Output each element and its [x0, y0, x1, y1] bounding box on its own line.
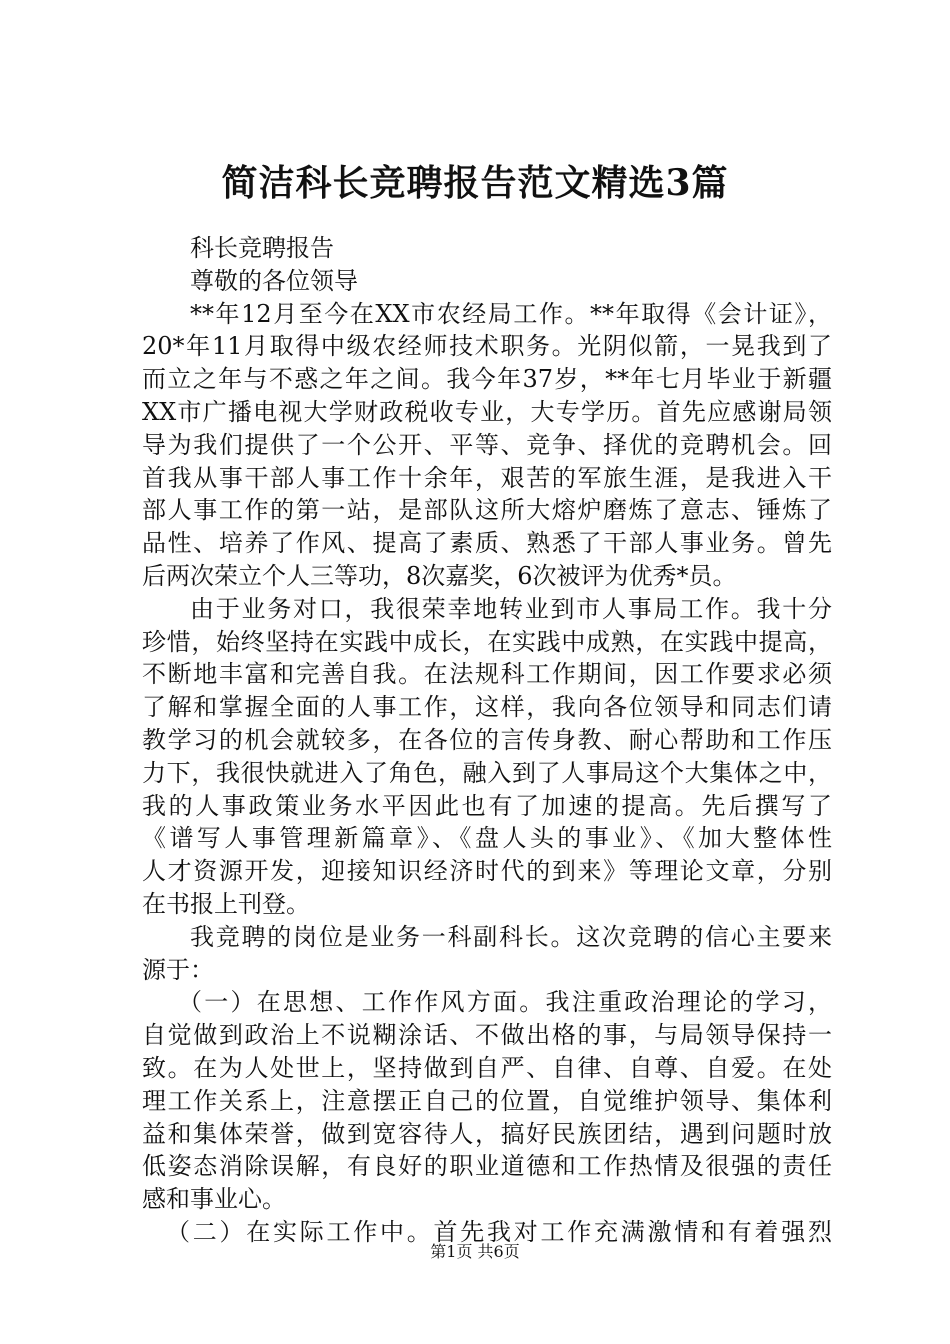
body-line: 低姿态消除误解，有良好的职业道德和工作热情及很强的责任 — [142, 1152, 832, 1181]
body-line: 我竞聘的岗位是业务一科副科长。这次竞聘的信心主要来 — [190, 922, 832, 951]
body-line: （二）在实际工作中。首先我对工作充满激情和有着强烈 — [166, 1217, 832, 1246]
body-line: 而立之年与不惑之年之间。我今年37岁，**年七月毕业于新疆 — [142, 365, 832, 394]
page-number-footer: 第1页 共6页 — [430, 1242, 520, 1261]
body-line: 科长竞聘报告 — [190, 234, 334, 262]
body-line: 力下，我很快就进入了角色，融入到了人事局这个大集体之中， — [142, 758, 832, 787]
body-line: 尊敬的各位领导 — [190, 266, 358, 295]
body-line: 人才资源开发，迎接知识经济时代的到来》等理论文章，分别 — [142, 857, 832, 886]
body-line: 品性、培养了作风、提高了素质、熟悉了干部人事业务。曾先 — [142, 529, 832, 558]
body-line: 教学习的机会就较多，在各位的言传身教、耐心帮助和工作压 — [142, 725, 832, 754]
body-line: 由于业务对口，我很荣幸地转业到市人事局工作。我十分 — [190, 594, 832, 623]
body-line: 部人事工作的第一站，是部队这所大熔炉磨炼了意志、锤炼了 — [142, 496, 832, 525]
body-line: 不断地丰富和完善自我。在法规科工作期间，因工作要求必须 — [142, 660, 832, 689]
body-line: 理工作关系上，注意摆正自己的位置，自觉维护领导、集体利 — [142, 1086, 832, 1115]
body-line: 自觉做到政治上不说糊涂话、不做出格的事，与局领导保持一 — [142, 1021, 832, 1050]
body-line: 了解和掌握全面的人事工作，这样，我向各位领导和同志们请 — [142, 693, 832, 722]
body-line: 源于： — [142, 955, 214, 984]
body-line: XX市广播电视大学财政税收专业，大专学历。首先应感谢局领 — [142, 397, 832, 426]
document-title: 简洁科长竞聘报告范文精选3篇 — [221, 162, 729, 204]
body-line: 珍惜，始终坚持在实践中成长，在实践中成熟，在实践中提高， — [142, 627, 832, 656]
body-line: **年12月至今在XX市农经局工作。**年取得《会计证》， — [190, 299, 832, 328]
body-line: 20*年11月取得中级农经师技术职务。光阴似箭，一晃我到了 — [142, 332, 832, 361]
document-body — [142, 232, 832, 1249]
body-line: （一）在思想、工作作风方面。我注重政治理论的学习， — [178, 988, 832, 1017]
body-line: 致。在为人处世上，坚持做到自严、自律、自尊、自爱。在处 — [142, 1053, 832, 1082]
body-line: 后两次荣立个人三等功，8次嘉奖，6次被评为优秀*员。 — [142, 561, 737, 590]
body-line: 导为我们提供了一个公开、平等、竞争、择优的竞聘机会。回 — [142, 430, 832, 459]
body-line: 在书报上刊登。 — [142, 889, 310, 918]
body-line: 首我从事干部人事工作十余年，艰苦的军旅生涯，是我进入干 — [142, 463, 832, 492]
body-line: 《谱写人事管理新篇章》、《盘人头的事业》、《加大整体性 — [142, 824, 832, 853]
body-line: 益和集体荣誉，做到宽容待人，搞好民族团结，遇到问题时放 — [142, 1119, 832, 1148]
body-line: 感和事业心。 — [142, 1185, 286, 1214]
body-line: 我的人事政策业务水平因此也有了加速的提高。先后撰写了 — [142, 791, 832, 820]
